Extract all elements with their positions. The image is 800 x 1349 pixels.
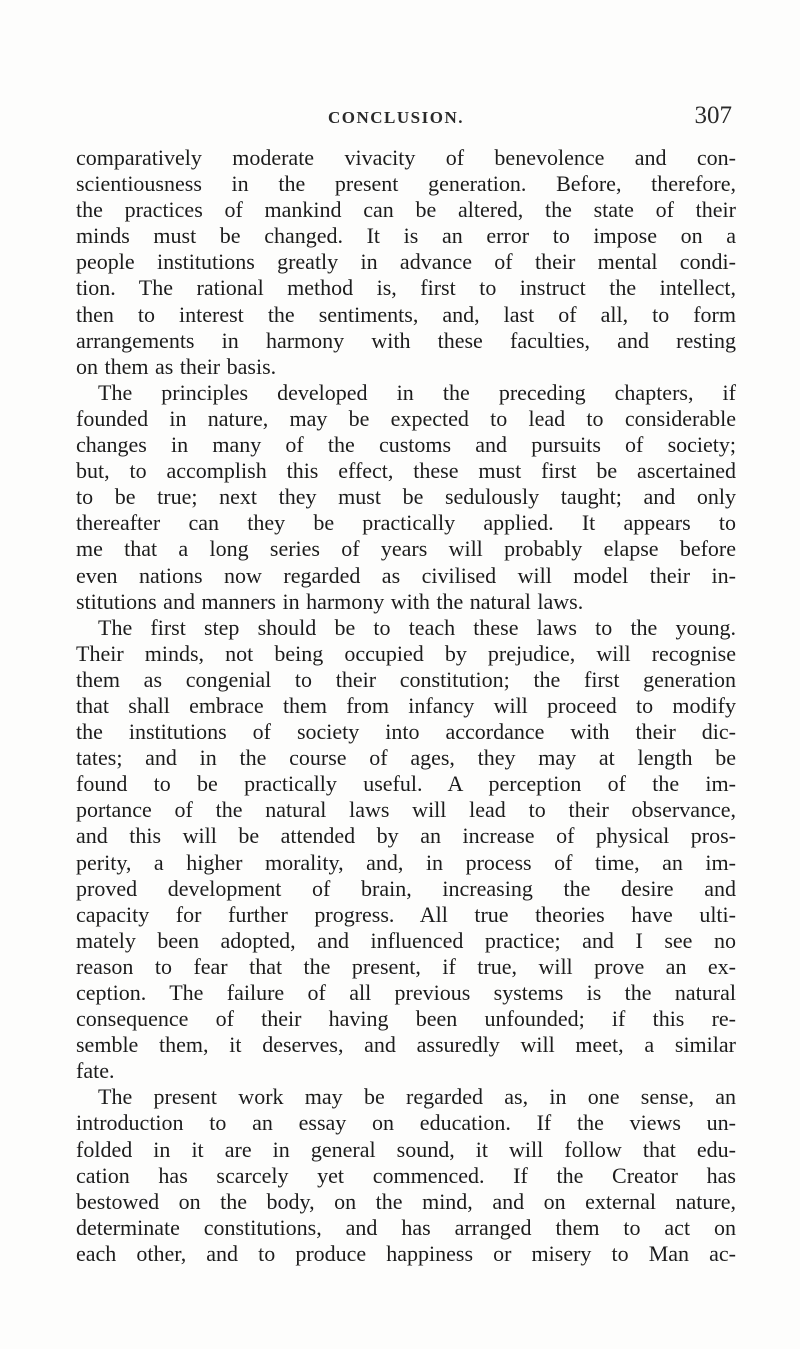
- text-line: consequence of their having been unfounded; if this re-: [76, 1006, 736, 1032]
- text-line: tion. The rational method is, first to instruct the intellect,: [76, 275, 736, 301]
- text-line: then to interest the sentiments, and, last of all, to form: [76, 301, 736, 327]
- paragraph: [76, 145, 736, 380]
- text-line: The present work may be regarded as, in one sense, an: [98, 1084, 736, 1110]
- text-line: them as congenial to their constitution; the first generation: [76, 666, 736, 692]
- paragraph: [76, 380, 736, 615]
- text-line: on them as their basis.: [76, 353, 277, 379]
- text-line: comparatively moderate vivacity of benevolence and con-: [76, 145, 736, 170]
- text-line: reason to fear that the present, if true, will prove an ex-: [76, 953, 736, 979]
- text-line: fate.: [76, 1058, 115, 1084]
- text-line: proved development of brain, increasing the desire and: [76, 875, 736, 901]
- text-line: changes in many of the customs and pursuits of society;: [76, 432, 736, 458]
- text-line: even nations now regarded as civilised will model their in-: [76, 562, 736, 588]
- text-line: determinate constitutions, and has arranged them to act on: [76, 1214, 736, 1240]
- text-line: arrangements in harmony with these faculties, and resting: [76, 327, 736, 353]
- paragraph: [76, 615, 736, 1085]
- text-line: cation has scarcely yet commenced. If the Creator has: [76, 1162, 736, 1188]
- text-line: semble them, it deserves, and assuredly will meet, a similar: [76, 1032, 736, 1058]
- text-line: found to be practically useful. A perception of the im-: [76, 771, 736, 797]
- text-line: perity, a higher morality, and, in process of time, an im-: [76, 849, 736, 875]
- text-line: ception. The failure of all previous systems is the natural: [76, 980, 736, 1005]
- text-line: thereafter can they be practically applied. It appears to: [76, 510, 736, 536]
- text-line: the practices of mankind can be altered, the state of their: [76, 197, 736, 223]
- text-line: founded in nature, may be expected to lead to considerable: [76, 405, 736, 431]
- page-number: 307: [694, 102, 732, 129]
- text-line: introduction to an essay on education. If the views un-: [76, 1110, 736, 1136]
- text-line: bestowed on the body, on the mind, and on external nature,: [76, 1188, 736, 1214]
- text-line: folded in it are in general sound, it will follow that edu-: [76, 1136, 736, 1162]
- text-line: The principles developed in the preceding chapters, if: [98, 379, 736, 405]
- text-line: people institutions greatly in advance of their mental condi-: [76, 249, 736, 275]
- text-line: mately been adopted, and influenced practice; and I see no: [76, 927, 736, 953]
- text-line: portance of the natural laws will lead to their observance,: [76, 797, 736, 823]
- text-line: and this will be attended by an increase of physical pros-: [76, 823, 736, 849]
- text-line: capacity for further progress. All true theories have ulti-: [76, 901, 736, 927]
- text-line: stitutions and manners in harmony with the natural laws.: [76, 588, 584, 614]
- body-text: [76, 145, 736, 1267]
- text-line: me that a long series of years will probably elapse before: [76, 536, 736, 562]
- paragraph: [76, 1084, 736, 1267]
- text-line: The first step should be to teach these laws to the young.: [98, 614, 736, 640]
- text-line: Their minds, not being occupied by prejudice, will recognise: [76, 640, 736, 666]
- text-line: scientiousness in the present generation. Before, therefore,: [76, 171, 736, 197]
- running-head: [76, 102, 732, 134]
- chapter-heading: CONCLUSION.: [328, 108, 464, 127]
- text-line: tates; and in the course of ages, they may at length be: [76, 745, 736, 771]
- text-line: minds must be changed. It is an error to impose on a: [76, 223, 736, 249]
- text-line: but, to accomplish this effect, these must first be ascertained: [76, 458, 736, 484]
- text-line: the institutions of society into accordance with their dic-: [76, 719, 736, 745]
- text-line: each other, and to produce happiness or misery to Man ac-: [76, 1240, 736, 1266]
- text-line: to be true; next they must be sedulously taught; and only: [76, 484, 736, 510]
- text-line: that shall embrace them from infancy will proceed to modify: [76, 692, 736, 718]
